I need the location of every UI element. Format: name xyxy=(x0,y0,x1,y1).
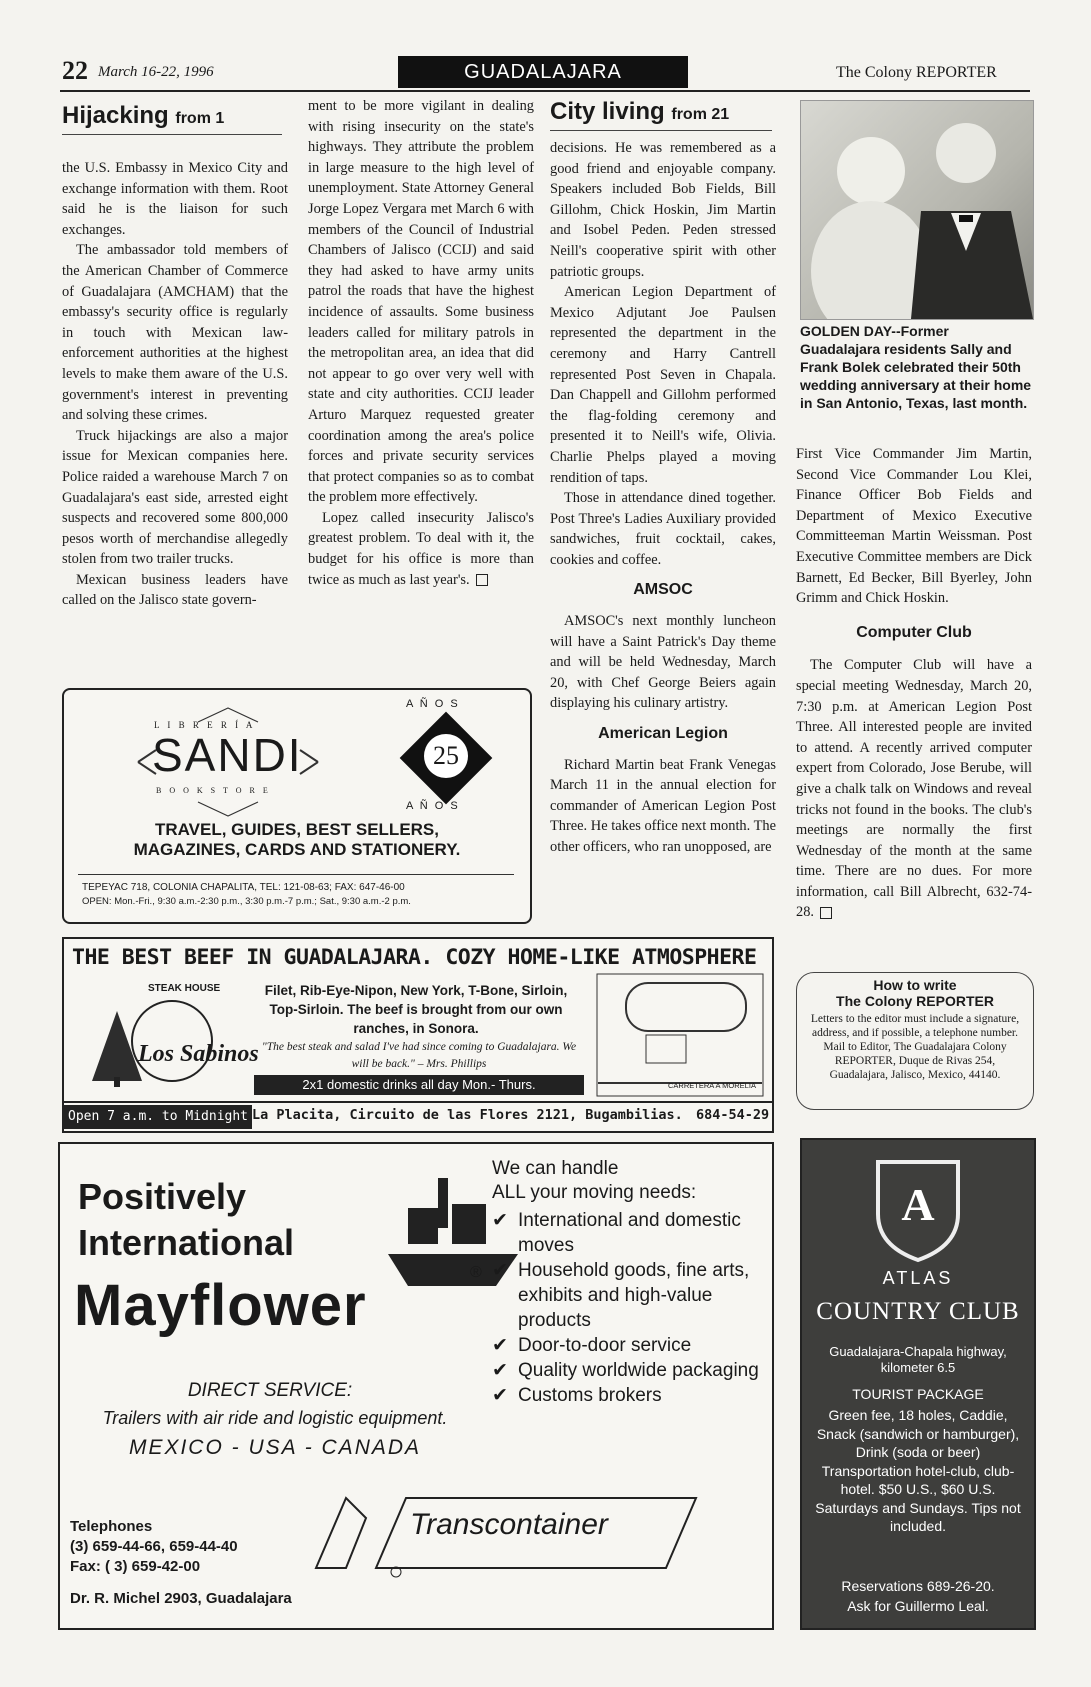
los-sabinos-logo: Los Sabinos xyxy=(138,1041,259,1067)
city-living-headline xyxy=(550,98,729,126)
masthead-rule xyxy=(60,90,1030,92)
atlas-location: Guadalajara-Chapala highway, kilometer 6.5 xyxy=(829,1344,1007,1375)
list-item xyxy=(492,1333,764,1358)
computer-club-subhead: Computer Club xyxy=(856,623,972,641)
mayflower-brand: Mayflower xyxy=(74,1273,367,1338)
customer-quote: "The best steak and salad I've had since coming to Guadalajara. We will be back." – Mrs. Phillips xyxy=(261,1041,577,1070)
check-icon: ✔ xyxy=(492,1385,508,1406)
paragraph: ment to be more vigilant in dealing with rising insecurity on the state's highways. They attribute the problem in large measure to the high level of unemployment. State Attorney General Jorge Lopez Vergara met March 6 with members of the Council of Industrial Chambers of Jalisco (CCIJ) and said they had asked to have army units patrol the roads that have the highest incidence of assaults. Some business leaders called for military patrols in the metropolitan area, an idea that did not appear to go over very well with state and city authorities. CCIJ leader Arturo Marquez requested greater coordination among the area's police forces and private security services that protect companies so as to combat the problem more effectively. xyxy=(308,98,534,506)
bookstore-label: B O O K S T O R E xyxy=(156,786,271,795)
check-icon: ✔ xyxy=(492,1260,508,1281)
package-details: Green fee, 18 holes, Caddie, Snack (sandwich or hamburger), Drink (soda or beer) Transportation hotel-club, club-hotel. $50 U.S., $60 U.S. Saturdays and Sundays. Tips not included. xyxy=(815,1407,1021,1534)
sandi-hours: OPEN: Mon.-Fri., 9:30 a.m.-2:30 p.m., 3:30 p.m.-7 p.m.; Sat., 9:30 a.m.-2 p.m. xyxy=(82,896,411,907)
beef-headline: THE BEST BEEF IN GUADALAJARA. COZY HOME-LIKE ATMOSPHERE xyxy=(72,945,757,970)
location-map-icon xyxy=(596,973,764,1097)
hijacking-jump: from 1 xyxy=(175,110,225,127)
sandi-bookstore-ad xyxy=(62,688,532,924)
check-icon: ✔ xyxy=(492,1360,508,1381)
mayflower-ad xyxy=(58,1142,774,1630)
tourist-package-label: TOURIST PACKAGE xyxy=(852,1386,984,1402)
opening-hours: Open 7 a.m. to Midnight xyxy=(64,1105,252,1129)
anniversary-years: 25 xyxy=(424,734,468,778)
list-item xyxy=(492,1358,764,1383)
paragraph: Truck hijackings are also a major issue for Mexican companies here. Police raided a warehouse March 7 on Guadalajara's east side, arrested eight suspects and recovered some 800,000 pesos worth of merchandise allegedly stolen from two trailer trucks. xyxy=(62,427,288,568)
list-item xyxy=(492,1258,764,1333)
letters-box xyxy=(796,972,1034,1110)
sandi-name: SANDI xyxy=(152,729,303,781)
trailers-text: Trailers with air ride and logistic equipment. xyxy=(102,1408,448,1428)
city-living-column xyxy=(550,138,776,858)
restaurant-address: La Placita, Circuito de las Flores 2121, Bugambilias. xyxy=(252,1107,683,1123)
letters-title: How to write The Colony REPORTER xyxy=(836,977,994,1009)
telephones: (3) 659-44-66, 659-44-40 xyxy=(70,1538,238,1555)
los-sabinos-ad xyxy=(62,937,774,1133)
hijacking-headline xyxy=(62,102,224,130)
tree-logo-icon xyxy=(72,981,232,1091)
telephones-label: Telephones xyxy=(70,1518,153,1535)
paragraph: Mexican business leaders have called on the Jalisco state govern- xyxy=(62,571,288,609)
sandi-address: TEPEYAC 718, COLONIA CHAPALITA, TEL: 121-08-63; FAX: 647-46-00 xyxy=(82,882,405,893)
anos-label: A Ñ O S xyxy=(406,800,460,812)
handle-line-1: We can handle xyxy=(492,1158,619,1179)
amsoc-subhead: AMSOC xyxy=(633,581,693,599)
service-text: Household goods, fine arts, exhibits and high-value products xyxy=(518,1260,750,1331)
fax-number: Fax: ( 3) 659-42-00 xyxy=(70,1558,201,1575)
mayflower-address: Dr. R. Michel 2903, Guadalajara xyxy=(70,1590,292,1607)
libreria-label: L I B R E R Í A xyxy=(154,720,256,730)
paragraph: First Vice Commander Jim Martin, Second Vice Commander Lou Klei, Finance Officer Bob Fields and Department of Mexico Executive Committeeman Martin Weissman. Post Executive Committee members are Dick Barnett, Ed Becker, Bill Byerley, John Grimm and Chick Hoskin. xyxy=(796,446,1032,607)
divider xyxy=(62,134,282,135)
end-mark-icon xyxy=(820,907,832,919)
steak-house-arc: STEAK HOUSE xyxy=(148,983,221,994)
anniversary-photo xyxy=(800,100,1034,320)
divider xyxy=(550,130,772,131)
paragraph: Those in attendance dined together. Post Three's Ladies Auxiliary provided sandwiches, fruit cocktail, cakes, cookies and coffee. xyxy=(550,490,776,568)
list-item xyxy=(492,1208,764,1258)
atlas-badge-letter: A xyxy=(901,1179,935,1230)
paragraph: American Legion Department of Mexico Adjutant Joe Paulsen represented the department in the ceremony and Harry Cantrell represented Post Seven in Chapala. Dan Chappell and Gillohm performed the flag-folding ceremony and presented it to Neill's wife, Olivia. Charlie Phelps played a moving rendition of taps. xyxy=(550,284,776,486)
transcontainer-brand: Transcontainer xyxy=(410,1508,608,1541)
section-banner: GUADALAJARA xyxy=(398,56,688,88)
service-text: Door-to-door service xyxy=(518,1335,692,1356)
divider xyxy=(64,1101,772,1103)
country-club-title: COUNTRY CLUB xyxy=(816,1298,1020,1325)
contact-person: Ask for Guillermo Leal. xyxy=(847,1598,989,1614)
paragraph: Richard Martin beat Frank Venegas March 11 in the annual election for commander of American Legion Post Three. He takes office next month. The other officers, who ran unopposed, are xyxy=(550,756,776,855)
direct-service-label: DIRECT SERVICE: xyxy=(187,1380,353,1401)
hijacking-title: Hijacking xyxy=(62,102,169,129)
issue-date: March 16-22, 1996 xyxy=(98,64,214,80)
divider xyxy=(78,874,514,875)
photo-caption: GOLDEN DAY--Former Guadalajara residents Sally and Frank Bolek celebrated their 50th wedding anniversary at their home in San Antonio, Texas, last month. xyxy=(800,323,1032,411)
ad-line-international: International xyxy=(78,1222,295,1263)
drinks-promo: 2x1 domestic drinks all day Mon.- Thurs. xyxy=(254,1075,584,1095)
restaurant-phone: 684-54-29 xyxy=(696,1107,770,1123)
couple-photo-illustration xyxy=(801,101,1033,319)
sandi-tagline-2: MAGAZINES, CARDS AND STATIONERY. xyxy=(133,840,461,859)
legion-subhead: American Legion xyxy=(598,725,728,743)
countries-text: MEXICO - USA - CANADA xyxy=(128,1436,422,1459)
list-item xyxy=(492,1383,764,1408)
beef-cuts: Filet, Rib-Eye-Nipon, New York, T-Bone, Sirloin, Top-Sirloin. The beef is brought from our own ranches, in Sonora. xyxy=(264,983,568,1036)
end-mark-icon xyxy=(476,574,488,586)
letters-text: Letters to the editor must include a signature, address, and if possible, a telephone number. Mail to Editor, The Guadalajara Colony REPORTER, Duque de Rivas 254, Guadalajara, Jalisco, Mexico, 44140. xyxy=(810,1013,1020,1081)
map-road-label: CARRETERA A MORELIA xyxy=(668,1081,756,1090)
paragraph: decisions. He was remembered as a good friend and enjoyable company. Speakers included Bob Fields, Bill Gillohm, Chick Hoskin, Jim Martin and Isobel Peden. Peden stressed Neill's cooperative spirit with other patriotic groups. xyxy=(550,140,776,280)
paragraph: The ambassador told members of the American Chamber of Commerce of Guadalajara (AMCHAM) that the embassy's security office is regularly in touch with Mexican law-enforcement authorities at the highest levels to make them aware of the U.S. government's interest in preventing and solving these crimes. xyxy=(62,242,288,424)
atlas-country-club-ad xyxy=(800,1138,1036,1630)
paragraph: the U.S. Embassy in Mexico City and exchange information with them. Root said he is the liaison for such exchanges. xyxy=(62,160,288,238)
hijacking-column-1 xyxy=(62,158,288,611)
registered-mark: ® xyxy=(470,1264,482,1281)
paper-name: The Colony REPORTER xyxy=(836,64,997,81)
atlas-name: ATLAS xyxy=(882,1268,954,1288)
page-number: 22 xyxy=(62,56,88,85)
anos-label: A Ñ O S xyxy=(406,698,460,710)
service-text: International and domestic moves xyxy=(518,1210,741,1256)
paragraph: AMSOC's next monthly luncheon will have a Saint Patrick's Day theme and will be held Wednesday, March 20, with Chef George Beiers again displaying his culinary artistry. xyxy=(550,613,776,712)
paragraph-text: The Computer Club will have a special meeting Wednesday, March 20, 7:30 p.m. at American Legion Post Three. All interested people are invited to attend. A recently arrived computer expert from Colorado, Jose Berube, will give a chalk talk on Windows and reveal tricks not found in the books. The club's meetings are normally the first Wednesday of the month at the same time. There are no dues. For more information, call Bill Albrecht, 632-74-28. xyxy=(796,657,1032,921)
check-icon: ✔ xyxy=(492,1335,508,1356)
handle-line-2: ALL your moving needs: xyxy=(492,1182,697,1203)
city-living-jump: from 21 xyxy=(671,106,730,123)
check-icon: ✔ xyxy=(492,1210,508,1231)
paragraph xyxy=(308,508,534,590)
service-text: Quality worldwide packaging xyxy=(518,1360,759,1381)
ad-line-positively: Positively xyxy=(78,1176,247,1217)
officers-column xyxy=(796,444,1032,923)
hijacking-column-2 xyxy=(308,96,534,590)
paragraph-text: Lopez called insecurity Jalisco's greatest problem. To deal with it, the budget for his office is more than twice as much as last year's. xyxy=(308,509,534,588)
services-list xyxy=(492,1208,764,1408)
reservations-phone: Reservations 689-26-20. xyxy=(841,1578,995,1594)
sandi-tagline-1: TRAVEL, GUIDES, BEST SELLERS, xyxy=(155,820,439,839)
city-living-title: City living xyxy=(550,98,665,125)
paragraph xyxy=(796,655,1032,923)
service-text: Customs brokers xyxy=(518,1385,662,1406)
